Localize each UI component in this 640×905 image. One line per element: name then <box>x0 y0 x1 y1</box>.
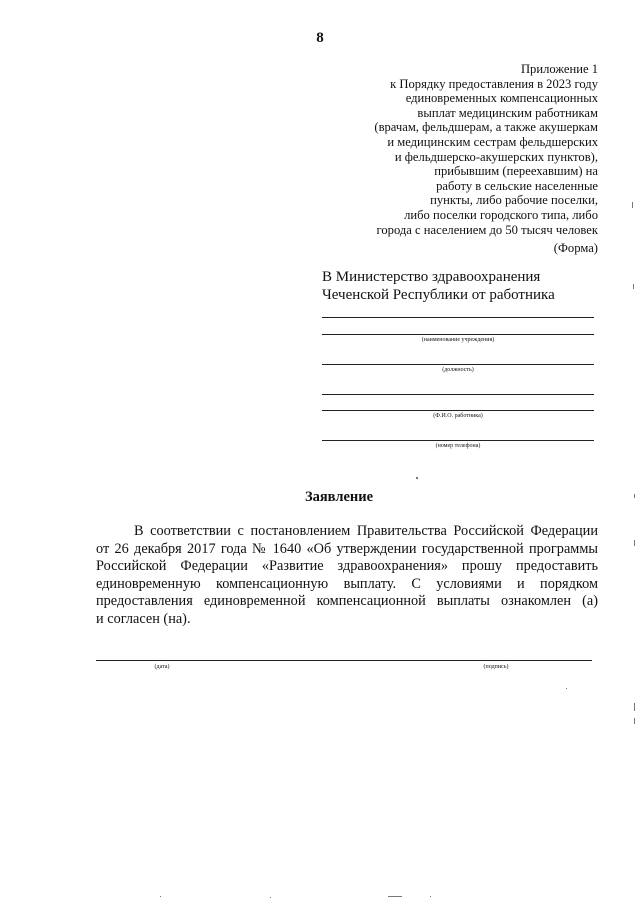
statement-line: от 26 декабря 2017 года № 1640 «Об утверждении государственной программы <box>96 540 598 557</box>
appendix-line: единовременных компенсационных <box>405 91 598 106</box>
position-caption: (должность) <box>442 367 474 373</box>
statement-line: предоставления единовременной компенсационной выплаты ознакомлен (а) <box>96 593 598 610</box>
appendix-line: либо поселки городского типа, либо <box>404 207 598 222</box>
scan-speck <box>160 896 161 897</box>
appendix-header <box>374 62 598 237</box>
statement-line: и согласен (на). <box>96 610 191 627</box>
appendix-line: (врачам, фельдшерам, а также акушеркам <box>374 120 598 135</box>
appendix-line: выплат медицинским работникам <box>417 105 598 120</box>
statement-text <box>96 523 598 629</box>
page-number: 8 <box>316 30 324 46</box>
scan-speck <box>388 896 402 897</box>
statement-line: Российской Федерации «Развитие здравоохранения» прошу предоставить <box>96 558 598 575</box>
fill-line <box>322 317 594 318</box>
appendix-line: и медицинским сестрам фельдшерских <box>387 134 598 149</box>
phone-caption: (номер телефона) <box>435 443 481 449</box>
statement-line: единовременную компенсационную выплату. С условиями и порядком <box>96 575 598 592</box>
fullname-caption: (Ф.И.О. работника) <box>433 413 483 419</box>
recipient-line: Чеченской Республики от работника <box>322 287 555 303</box>
scan-speck <box>270 897 271 898</box>
scan-speck <box>634 494 635 498</box>
appendix-line: и фельдшерско-акушерских пунктов), <box>394 149 598 164</box>
scan-speck <box>566 688 567 689</box>
scan-speck <box>430 896 431 897</box>
appendix-line: к Порядку предоставления в 2023 году <box>390 76 598 91</box>
scan-speck <box>416 477 418 479</box>
scan-speck <box>632 202 633 208</box>
fullname-field-line <box>322 410 594 411</box>
scan-speck <box>634 718 635 724</box>
scan-speck <box>634 703 635 711</box>
date-signature-line <box>96 660 592 661</box>
appendix-line: Приложение 1 <box>520 62 598 76</box>
scan-speck <box>634 540 635 546</box>
appendix-line: города с населением до 50 тысяч человек <box>376 222 598 237</box>
signature-caption: (подпись) <box>483 664 509 670</box>
institution-caption: (наименование учреждения) <box>421 337 495 343</box>
form-label: (Форма) <box>553 241 598 255</box>
position-field-line <box>322 364 594 365</box>
appendix-line: пункты, либо рабочие поселки, <box>430 193 598 208</box>
fill-line <box>322 394 594 395</box>
institution-field-line <box>322 334 594 335</box>
document-heading: Заявление <box>304 489 374 505</box>
statement-line: В соответствии с постановлением Правительства Российской Федерации <box>134 523 598 539</box>
recipient-line: В Министерство здравоохранения <box>322 269 541 285</box>
recipient-block <box>322 268 555 304</box>
appendix-line: работу в сельские населенные <box>436 178 598 193</box>
phone-field-line <box>322 440 594 441</box>
scan-speck <box>633 284 634 289</box>
date-caption: (дата) <box>154 664 170 670</box>
appendix-line: прибывшим (переехавшим) на <box>434 164 598 179</box>
